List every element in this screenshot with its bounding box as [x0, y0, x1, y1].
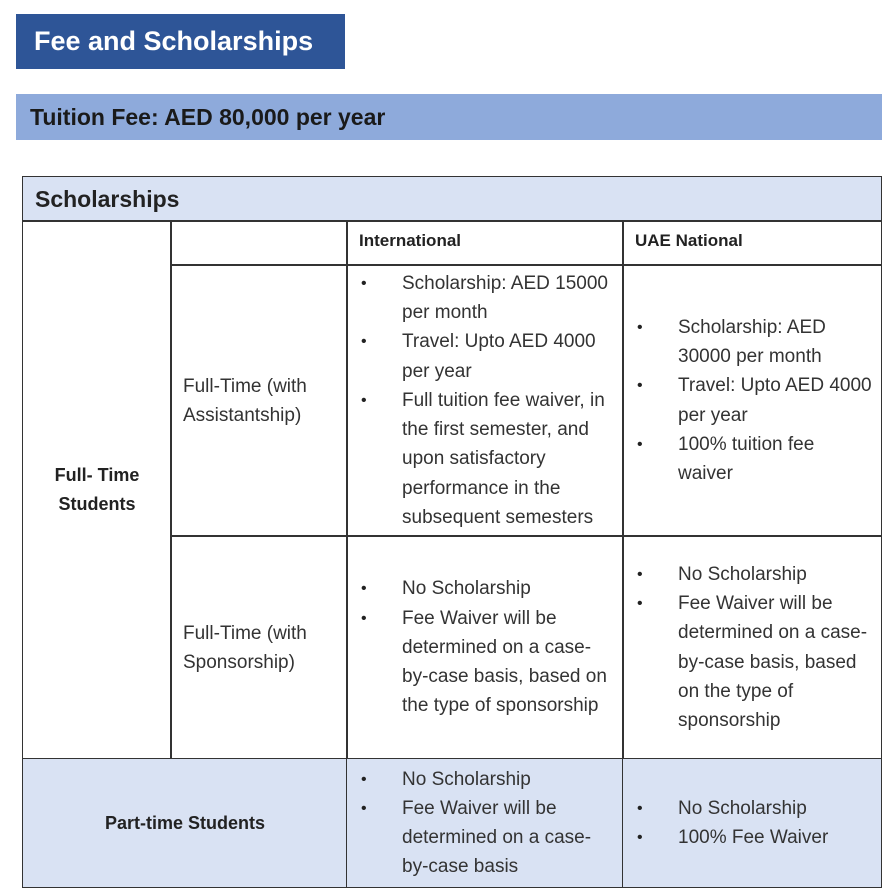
full-time-students-label: [22, 220, 172, 760]
scholarships-table: [22, 176, 882, 891]
part-time-international-cell: [346, 758, 624, 888]
page-title: Fee and Scholarships: [16, 14, 345, 69]
part-time-uae-list: [635, 794, 873, 852]
bullet-item: • No Scholarship: [359, 765, 615, 794]
sponsorship-uae-cell: [622, 535, 882, 760]
blank-header-cell: [170, 220, 348, 266]
column-header-international: International: [346, 220, 624, 266]
bullet-item: • No Scholarship: [359, 574, 615, 603]
assistantship-uae-cell: [622, 264, 882, 537]
part-time-students-text: Part-time Students: [104, 812, 266, 833]
column-header-uae-national: UAE National: [622, 220, 882, 266]
bullet-item: • Fee Waiver will be determined on a case-by-case basis, based on the type of sponsorship: [359, 604, 615, 721]
bullet-item: • No Scholarship: [635, 794, 873, 823]
sponsorship-label: [170, 535, 348, 760]
assistantship-text: Full-Time (with Assistantship): [183, 375, 307, 426]
scholarships-header: Scholarships: [22, 176, 882, 222]
full-time-students-text: Full- Time Students: [54, 465, 140, 514]
bullet-item: • 100% Fee Waiver: [635, 823, 873, 852]
part-time-international-list: [359, 765, 615, 882]
bullet-item: • Full tuition fee waiver, in the first semester, and upon satisfactory performance in the subsequent semesters: [359, 386, 615, 532]
bullet-item: • Fee Waiver will be determined on a case-by-case basis, based on the type of sponsorship: [635, 589, 873, 735]
sponsorship-international-cell: [346, 535, 624, 760]
sponsorship-uae-list: [635, 560, 873, 735]
bullet-item: • Travel: Upto AED 4000 per year: [635, 371, 873, 429]
bullet-item: • Fee Waiver will be determined on a case-by-case basis: [359, 794, 615, 882]
assistantship-label: [170, 264, 348, 537]
assistantship-uae-list: [635, 313, 873, 488]
bullet-item: • 100% tuition fee waiver: [635, 430, 873, 488]
part-time-uae-cell: [622, 758, 882, 888]
bullet-item: • Scholarship: AED 15000 per month: [359, 269, 615, 327]
part-time-students-label: [22, 758, 348, 888]
bullet-item: • Scholarship: AED 30000 per month: [635, 313, 873, 371]
assistantship-international-list: [359, 269, 615, 532]
bullet-item: • Travel: Upto AED 4000 per year: [359, 327, 615, 385]
assistantship-international-cell: [346, 264, 624, 537]
sponsorship-text: Full-Time (with Sponsorship): [183, 622, 307, 673]
bullet-item: • No Scholarship: [635, 560, 873, 589]
tuition-fee-banner: Tuition Fee: AED 80,000 per year: [16, 94, 882, 140]
sponsorship-international-list: [359, 574, 615, 720]
